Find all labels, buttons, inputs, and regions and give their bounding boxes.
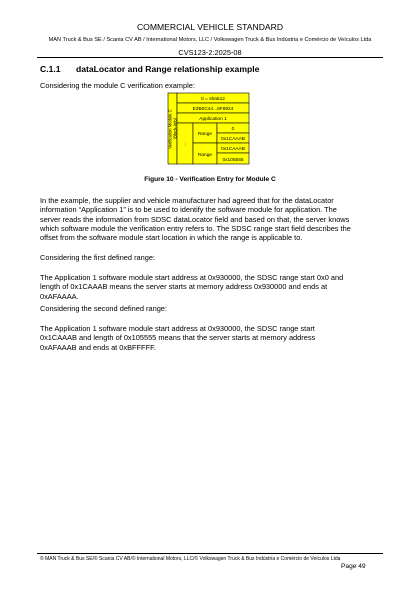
dots-text: ... (182, 141, 188, 147)
range2-start: 0x1CAAAB (221, 147, 245, 152)
range1-start: 0 (231, 127, 235, 132)
footer-divider (37, 553, 383, 554)
section-number: C.1.1 (40, 64, 61, 74)
range2-length: 0x105555 (222, 158, 244, 163)
hash-text: 0 = sha512 (201, 97, 225, 102)
range-label-2: Range (197, 153, 213, 158)
page-number: Page 49 (341, 563, 366, 570)
figure-caption: Figure 10 - Verification Entry for Module C (144, 176, 276, 183)
side-label: Verification Module C (Block-Info) (167, 109, 178, 149)
range1-length: 0x1CAAAB (221, 137, 245, 142)
paragraph-5: The Application 1 software module start address at 0x930000, the SDSC range start 0x1CAAAB and length of 0x105555 means that the server starts at memory address 0xAFAAAB and ends at 0xBFFFFF. (40, 324, 316, 352)
paragraph-4: Considering the second defined range: (40, 304, 167, 313)
paragraph-1: In the example, the supplier and vehicle manufacturer had agreed that for the dataLocator information “Application 1” is to be used to identify the software module for application. The server reads the information from SDSC dataLocator field and based on that, the server knows which software module the verification entry refers to. The SDSC range start field describes the offset from the software module start location in which the range is applicable to. (40, 196, 351, 243)
range-label-1: Range (197, 132, 213, 137)
paragraph-2: Considering the first defined range: (40, 253, 156, 262)
header-title: COMMERCIAL VEHICLE STANDARD (136, 22, 284, 32)
intro-text: Considering the module C verification example: (40, 81, 195, 90)
section-title: dataLocator and Range relationship example (76, 64, 260, 74)
paragraph-3: The Application 1 software module start address at 0x930000, the SDSC range start 0x0 and length of 0x1CAAAB means the server starts at memory address 0x930000 and ends at 0xAFAAAA. (40, 273, 344, 301)
document-id: CVS123-2:2025-08 (178, 48, 242, 57)
application-text: Application 1 (199, 117, 227, 122)
header-subtitle: MAN Truck & Bus SE / Scania CV AB / International Motors, LLC / Volkswagen Truck & Bus Indústria e Comércio de Veículos Ltda (48, 37, 372, 43)
digest-text: E3B0C44...6F8924 (192, 107, 234, 112)
footer-copyright: © MAN Truck & Bus SE/© Scania CV AB/© International Motors, LLC/© Volkswagen Truck & Bus Indústria e Comércio de Veículos Ltda (40, 556, 341, 562)
